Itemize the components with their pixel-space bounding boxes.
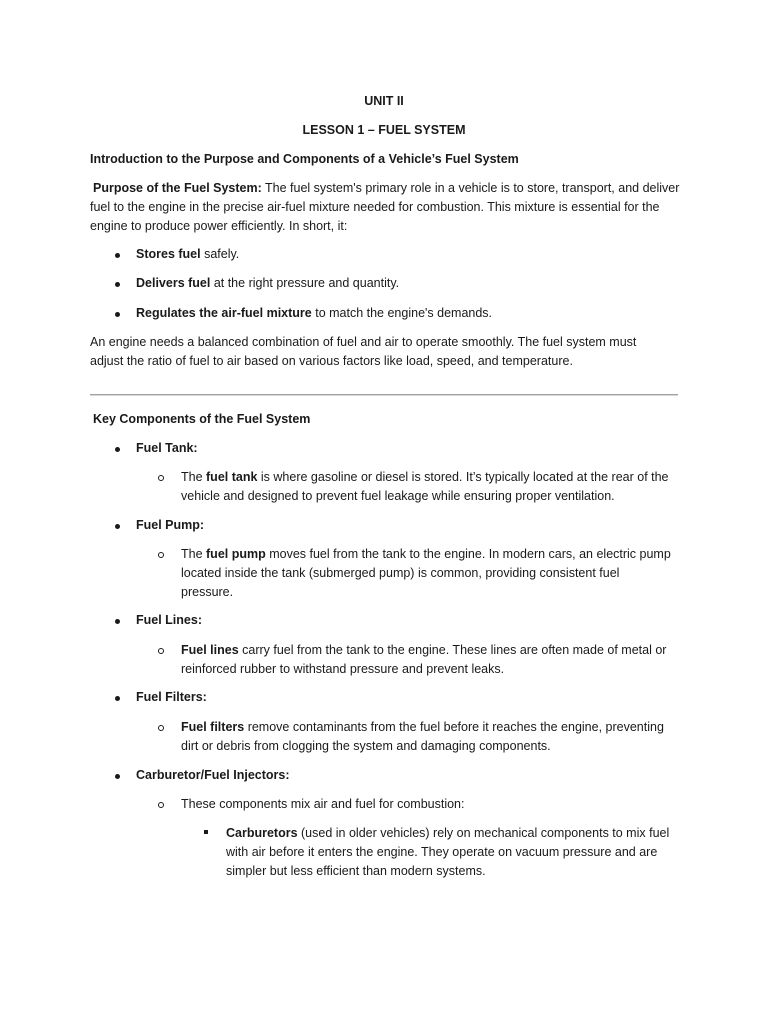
summary-bullet-2-text: at the right pressure and quantity. [210, 276, 400, 290]
carburetors-term: Carburetors [226, 826, 298, 840]
fuel-pump-desc-line-1 [181, 545, 671, 564]
balance-paragraph-line-2: adjust the ratio of fuel to air based on various factors like load, speed, and temperature. [90, 354, 573, 368]
fuel-tank-desc-pre: The [181, 470, 207, 484]
fuel-filters-desc-line-2: dirt or debris from clogging the system and damaging components. [181, 739, 551, 753]
bullet-dot-icon [115, 524, 120, 529]
component-title-fuel-lines: Fuel Lines: [136, 613, 202, 627]
component-title-fuel-pump: Fuel Pump: [136, 518, 205, 532]
summary-bullet-3-bold: Regulates the air-fuel mixture [136, 306, 312, 320]
summary-bullet-3 [136, 304, 492, 323]
summary-bullet-3-text: to match the engine's demands. [311, 306, 493, 320]
carburetors-desc-line-1 [226, 824, 669, 843]
purpose-paragraph-line-1 [93, 179, 679, 198]
fuel-tank-desc-line-2: vehicle and designed to prevent fuel leakage while ensuring proper ventilation. [181, 489, 615, 503]
fuel-tank-desc-line-1 [181, 468, 669, 487]
bullet-square-icon [204, 830, 208, 834]
bullet-dot-icon [115, 774, 120, 779]
component-title-fuel-filters: Fuel Filters: [136, 690, 207, 704]
fuel-pump-term: fuel pump [206, 547, 266, 561]
lesson-title: LESSON 1 – FUEL SYSTEM [302, 123, 466, 137]
component-title-fuel-tank: Fuel Tank: [136, 441, 198, 455]
unit-title: UNIT II [364, 94, 404, 108]
purpose-paragraph-line-3: engine to produce power efficiently. In short, it: [90, 219, 348, 233]
fuel-filters-desc-line-1 [181, 718, 664, 737]
bullet-circle-icon [158, 648, 164, 654]
fuel-lines-desc-line-2: reinforced rubber to withstand pressure and prevent leaks. [181, 662, 505, 676]
bullet-dot-icon [115, 312, 120, 317]
fuel-pump-desc-line-3: pressure. [181, 585, 234, 599]
summary-bullet-2-bold: Delivers fuel [136, 276, 211, 290]
purpose-label: Purpose of the Fuel System: [93, 181, 262, 195]
fuel-lines-desc-line-1 [181, 641, 666, 660]
fuel-pump-desc-line-2: located inside the tank (submerged pump) is common, providing consistent fuel [181, 566, 620, 580]
summary-bullet-1-text: safely. [200, 247, 240, 261]
purpose-text-1: The fuel system's primary role in a vehicle is to store, transport, and deliver [261, 181, 680, 195]
bullet-dot-icon [115, 696, 120, 701]
fuel-filters-desc-rest: remove contaminants from the fuel before it reaches the engine, preventing [244, 720, 664, 734]
summary-bullet-2 [136, 274, 399, 293]
bullet-dot-icon [115, 282, 120, 287]
horizontal-divider [90, 394, 678, 396]
bullet-dot-icon [115, 253, 120, 258]
bullet-circle-icon [158, 802, 164, 808]
intro-heading: Introduction to the Purpose and Components of a Vehicle’s Fuel System [90, 152, 519, 166]
bullet-dot-icon [115, 619, 120, 624]
bullet-circle-icon [158, 475, 164, 481]
fuel-pump-desc-rest: moves fuel from the tank to the engine. In modern cars, an electric pump [265, 547, 671, 561]
balance-paragraph-line-1: An engine needs a balanced combination of fuel and air to operate smoothly. The fuel system must [90, 335, 637, 349]
fuel-lines-desc-rest: carry fuel from the tank to the engine. These lines are often made of metal or [238, 643, 667, 657]
component-title-carburetor: Carburetor/Fuel Injectors: [136, 768, 290, 782]
bullet-dot-icon [115, 447, 120, 452]
carburetors-desc-line-3: simpler but less efficient than modern systems. [226, 864, 486, 878]
carburetors-desc-rest: (used in older vehicles) rely on mechanical components to mix fuel [297, 826, 670, 840]
summary-bullet-1 [136, 245, 239, 264]
fuel-tank-desc-rest: is where gasoline or diesel is stored. It’s typically located at the rear of the [257, 470, 669, 484]
carburetors-desc-line-2: with air before it enters the engine. They operate on vacuum pressure and are [226, 845, 658, 859]
bullet-circle-icon [158, 725, 164, 731]
fuel-filters-term: Fuel filters [181, 720, 245, 734]
fuel-tank-term: fuel tank [206, 470, 258, 484]
fuel-pump-desc-pre: The [181, 547, 207, 561]
components-heading: Key Components of the Fuel System [93, 412, 311, 426]
purpose-paragraph-line-2: fuel to the engine in the precise air-fuel mixture needed for combustion. This mixture is essential for the [90, 200, 660, 214]
bullet-circle-icon [158, 552, 164, 558]
summary-bullet-1-bold: Stores fuel [136, 247, 201, 261]
fuel-lines-term: Fuel lines [181, 643, 239, 657]
carburetor-sub-text: These components mix air and fuel for combustion: [181, 797, 465, 811]
